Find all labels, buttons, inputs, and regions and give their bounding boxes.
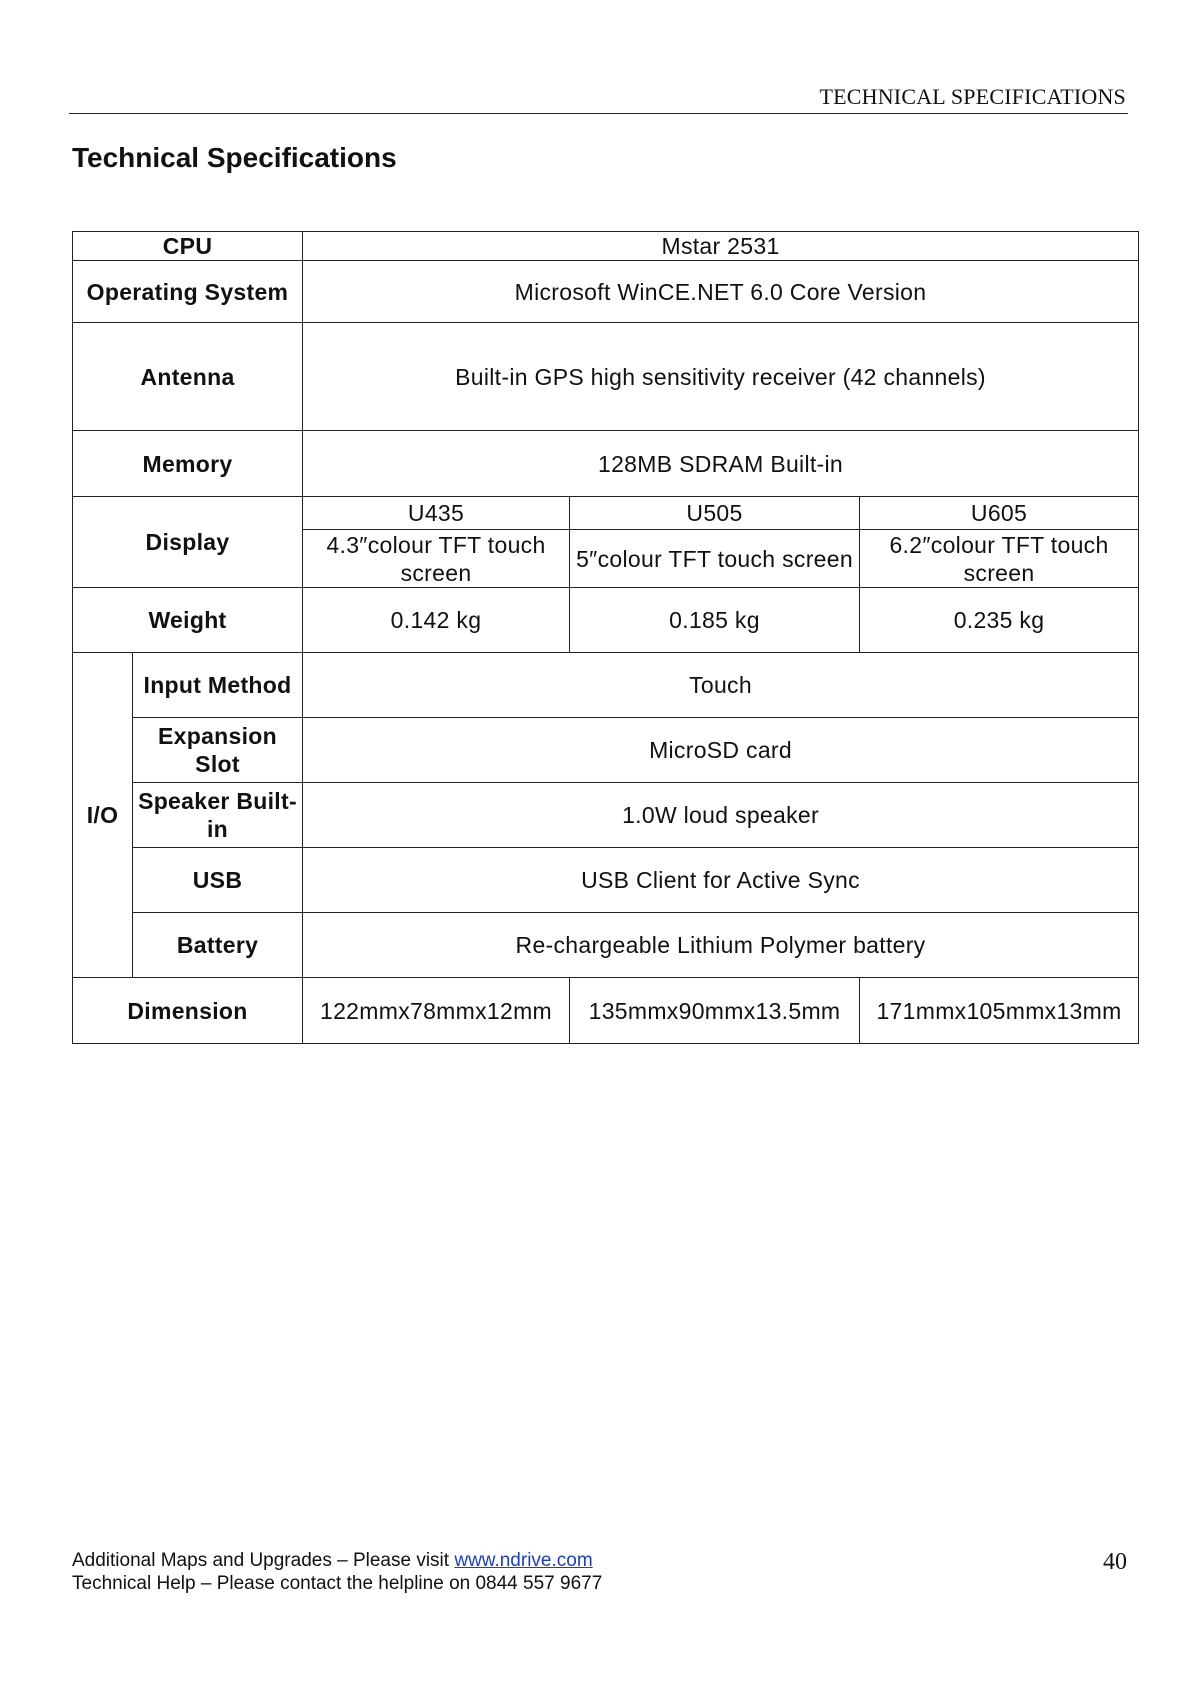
- input-method-label: Input Method: [133, 653, 303, 718]
- usb-label: USB: [133, 848, 303, 913]
- display-label: Display: [73, 497, 303, 588]
- table-row-memory: [73, 431, 1139, 497]
- running-header: TECHNICAL SPECIFICATIONS: [819, 84, 1126, 109]
- expansion-slot-label: Expansion Slot: [133, 718, 303, 783]
- table-row-cpu: [73, 232, 1139, 261]
- table-row-usb: [73, 848, 1139, 913]
- display-desc-u505: 5″colour TFT touch screen: [570, 530, 860, 588]
- dimension-value-u505: 135mmx90mmx13.5mm: [570, 978, 860, 1044]
- display-model-u435: U435: [303, 497, 570, 530]
- speaker-value: 1.0W loud speaker: [303, 783, 1139, 848]
- table-row-display-models: [73, 497, 1139, 530]
- table-row-dimension: [73, 978, 1139, 1044]
- dimension-value-u435: 122mmx78mmx12mm: [303, 978, 570, 1044]
- page-title: Technical Specifications: [72, 142, 397, 173]
- battery-value: Re-chargeable Lithium Polymer battery: [303, 913, 1139, 978]
- table-row-antenna: [73, 323, 1139, 431]
- weight-value-u605: 0.235 kg: [860, 588, 1139, 653]
- weight-value-u435: 0.142 kg: [303, 588, 570, 653]
- speaker-label: Speaker Built-in: [133, 783, 303, 848]
- table-row-os: [73, 261, 1139, 323]
- header-divider: [69, 113, 1128, 114]
- footer-line-maps: [72, 1549, 602, 1572]
- weight-value-u505: 0.185 kg: [570, 588, 860, 653]
- memory-value: 128MB SDRAM Built-in: [303, 431, 1139, 497]
- display-desc-u605: 6.2″colour TFT touch screen: [860, 530, 1139, 588]
- table-row-input-method: [73, 653, 1139, 718]
- table-row-expansion-slot: [73, 718, 1139, 783]
- cpu-label: CPU: [73, 232, 303, 261]
- battery-label: Battery: [133, 913, 303, 978]
- table-row-speaker: [73, 783, 1139, 848]
- display-desc-u435: 4.3″colour TFT touch screen: [303, 530, 570, 588]
- antenna-label: Antenna: [73, 323, 303, 431]
- footer-line-help: Technical Help – Please contact the helpline on 0844 557 9677: [72, 1573, 603, 1594]
- weight-label: Weight: [73, 588, 303, 653]
- display-model-u505: U505: [570, 497, 860, 530]
- footer-maps-text: Additional Maps and Upgrades – Please visit: [72, 1550, 455, 1571]
- specifications-table: [72, 231, 1139, 1044]
- usb-value: USB Client for Active Sync: [303, 848, 1139, 913]
- table-row-weight: [73, 588, 1139, 653]
- os-label: Operating System: [73, 261, 303, 323]
- expansion-slot-value: MicroSD card: [303, 718, 1139, 783]
- memory-label: Memory: [73, 431, 303, 497]
- page-footer: [72, 1549, 602, 1595]
- antenna-value: Built-in GPS high sensitivity receiver (42 channels): [303, 323, 1139, 431]
- table-row-battery: [73, 913, 1139, 978]
- page-number: 40: [1103, 1549, 1127, 1575]
- io-label: I/O: [73, 653, 133, 978]
- ndrive-website-link[interactable]: www.ndrive.com: [454, 1550, 593, 1571]
- os-value: Microsoft WinCE.NET 6.0 Core Version: [303, 261, 1139, 323]
- dimension-label: Dimension: [73, 978, 303, 1044]
- input-method-value: Touch: [303, 653, 1139, 718]
- cpu-value: Mstar 2531: [303, 232, 1139, 261]
- display-model-u605: U605: [860, 497, 1139, 530]
- dimension-value-u605: 171mmx105mmx13mm: [860, 978, 1139, 1044]
